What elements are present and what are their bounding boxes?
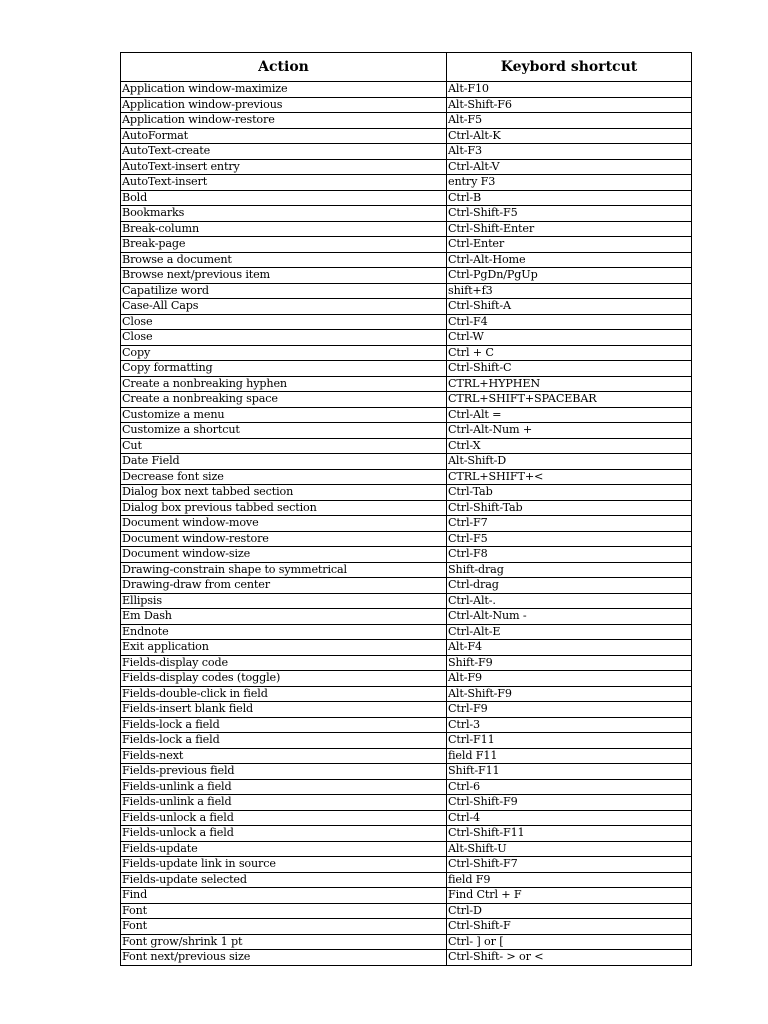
- action-cell: Dialog box next tabbed section: [121, 485, 447, 501]
- action-cell: Dialog box previous tabbed section: [121, 500, 447, 516]
- shortcut-cell: field F11: [447, 748, 692, 764]
- shortcut-cell: Ctrl-X: [447, 438, 692, 454]
- table-row: [121, 206, 692, 222]
- shortcut-cell: Alt-Shift-D: [447, 454, 692, 470]
- action-cell: Cut: [121, 438, 447, 454]
- table-row: [121, 97, 692, 113]
- shortcuts-table: [120, 52, 692, 966]
- table-row: [121, 299, 692, 315]
- header-shortcut: Keybord shortcut: [447, 53, 692, 82]
- table-row: [121, 841, 692, 857]
- action-cell: Bookmarks: [121, 206, 447, 222]
- table-row: [121, 221, 692, 237]
- action-cell: AutoText-insert entry: [121, 159, 447, 175]
- table-row: [121, 423, 692, 439]
- table-body: [121, 82, 692, 966]
- table-row: [121, 314, 692, 330]
- action-cell: Customize a menu: [121, 407, 447, 423]
- shortcut-cell: Ctrl + C: [447, 345, 692, 361]
- table-row: [121, 888, 692, 904]
- table-row: [121, 919, 692, 935]
- action-cell: Fields-unlink a field: [121, 795, 447, 811]
- shortcut-cell: Ctrl-3: [447, 717, 692, 733]
- table-row: [121, 128, 692, 144]
- shortcut-cell: Ctrl-6: [447, 779, 692, 795]
- shortcut-cell: Ctrl-Enter: [447, 237, 692, 253]
- action-cell: Browse next/previous item: [121, 268, 447, 284]
- action-cell: Create a nonbreaking hyphen: [121, 376, 447, 392]
- action-cell: Font: [121, 919, 447, 935]
- shortcut-cell: Ctrl-Shift-F5: [447, 206, 692, 222]
- action-cell: Fields-lock a field: [121, 733, 447, 749]
- shortcut-cell: Ctrl-Shift-F: [447, 919, 692, 935]
- shortcut-cell: Alt-F4: [447, 640, 692, 656]
- table-row: [121, 283, 692, 299]
- action-cell: Copy formatting: [121, 361, 447, 377]
- action-cell: Fields-update: [121, 841, 447, 857]
- shortcut-cell: Alt-Shift-F9: [447, 686, 692, 702]
- table-row: [121, 361, 692, 377]
- table-row: [121, 857, 692, 873]
- shortcut-cell: Shift-drag: [447, 562, 692, 578]
- shortcut-cell: Ctrl-F4: [447, 314, 692, 330]
- shortcut-cell: Ctrl-Alt =: [447, 407, 692, 423]
- shortcut-cell: Ctrl-drag: [447, 578, 692, 594]
- action-cell: Fields-next: [121, 748, 447, 764]
- shortcut-cell: Alt-F9: [447, 671, 692, 687]
- table-row: [121, 407, 692, 423]
- shortcut-cell: Alt-F10: [447, 82, 692, 98]
- action-cell: Fields-update selected: [121, 872, 447, 888]
- action-cell: AutoFormat: [121, 128, 447, 144]
- shortcut-cell: CTRL+SHIFT+SPACEBAR: [447, 392, 692, 408]
- action-cell: Fields-double-click in field: [121, 686, 447, 702]
- table-row: [121, 795, 692, 811]
- table-row: [121, 345, 692, 361]
- table-row: [121, 609, 692, 625]
- action-cell: AutoText-create: [121, 144, 447, 160]
- table-row: [121, 903, 692, 919]
- action-cell: Document window-move: [121, 516, 447, 532]
- table-row: [121, 671, 692, 687]
- table-row: [121, 469, 692, 485]
- action-cell: Fields-update link in source: [121, 857, 447, 873]
- shortcut-cell: Ctrl-Alt-Home: [447, 252, 692, 268]
- shortcut-cell: Ctrl-F11: [447, 733, 692, 749]
- action-cell: Decrease font size: [121, 469, 447, 485]
- table-row: [121, 950, 692, 966]
- table-row: [121, 376, 692, 392]
- action-cell: AutoText-insert: [121, 175, 447, 191]
- table-row: [121, 516, 692, 532]
- action-cell: Em Dash: [121, 609, 447, 625]
- action-cell: Capatilize word: [121, 283, 447, 299]
- shortcut-cell: Ctrl-Shift- > or <: [447, 950, 692, 966]
- action-cell: Case-All Caps: [121, 299, 447, 315]
- shortcut-cell: Ctrl-Alt-K: [447, 128, 692, 144]
- table-row: [121, 826, 692, 842]
- action-cell: Exit application: [121, 640, 447, 656]
- shortcut-cell: Alt-Shift-F6: [447, 97, 692, 113]
- action-cell: Bold: [121, 190, 447, 206]
- table-row: [121, 159, 692, 175]
- table-row: [121, 531, 692, 547]
- shortcut-cell: Find Ctrl + F: [447, 888, 692, 904]
- action-cell: Document window-size: [121, 547, 447, 563]
- table-row: [121, 485, 692, 501]
- table-row: [121, 748, 692, 764]
- shortcut-cell: Ctrl-Shift-C: [447, 361, 692, 377]
- table-row: [121, 268, 692, 284]
- shortcut-cell: Ctrl-Shift-F11: [447, 826, 692, 842]
- action-cell: Copy: [121, 345, 447, 361]
- table-row: [121, 82, 692, 98]
- table-row: [121, 454, 692, 470]
- action-cell: Fields-unlock a field: [121, 810, 447, 826]
- table-row: [121, 655, 692, 671]
- table-row: [121, 593, 692, 609]
- shortcut-cell: Ctrl-W: [447, 330, 692, 346]
- shortcut-cell: Ctrl-Alt-Num +: [447, 423, 692, 439]
- action-cell: Browse a document: [121, 252, 447, 268]
- table-row: [121, 934, 692, 950]
- shortcut-cell: shift+f3: [447, 283, 692, 299]
- table-row: [121, 578, 692, 594]
- shortcut-cell: Ctrl-B: [447, 190, 692, 206]
- table-row: [121, 190, 692, 206]
- shortcut-cell: Ctrl-Alt-Num -: [447, 609, 692, 625]
- table-row: [121, 500, 692, 516]
- action-cell: Font grow/shrink 1 pt: [121, 934, 447, 950]
- action-cell: Close: [121, 314, 447, 330]
- table-row: [121, 547, 692, 563]
- action-cell: Drawing-constrain shape to symmetrical: [121, 562, 447, 578]
- action-cell: Font: [121, 903, 447, 919]
- shortcut-cell: Alt-F5: [447, 113, 692, 129]
- table-row: [121, 872, 692, 888]
- table-row: [121, 733, 692, 749]
- table-row: [121, 438, 692, 454]
- table-row: [121, 764, 692, 780]
- table-row: [121, 562, 692, 578]
- table-row: [121, 810, 692, 826]
- shortcut-cell: field F9: [447, 872, 692, 888]
- action-cell: Fields-lock a field: [121, 717, 447, 733]
- shortcut-cell: Ctrl-F8: [447, 547, 692, 563]
- shortcut-cell: Ctrl-Shift-Tab: [447, 500, 692, 516]
- table-row: [121, 175, 692, 191]
- table-row: [121, 702, 692, 718]
- shortcut-cell: Ctrl-PgDn/PgUp: [447, 268, 692, 284]
- shortcut-cell: Ctrl-Shift-Enter: [447, 221, 692, 237]
- shortcut-cell: Ctrl-Alt-V: [447, 159, 692, 175]
- header-action: Action: [121, 53, 447, 82]
- table-row: [121, 779, 692, 795]
- table-row: [121, 113, 692, 129]
- table-header-row: [121, 53, 692, 82]
- shortcut-cell: Alt-Shift-U: [447, 841, 692, 857]
- action-cell: Drawing-draw from center: [121, 578, 447, 594]
- shortcut-cell: Ctrl-Shift-F9: [447, 795, 692, 811]
- action-cell: Ellipsis: [121, 593, 447, 609]
- action-cell: Application window-maximize: [121, 82, 447, 98]
- table-row: [121, 330, 692, 346]
- action-cell: Font next/previous size: [121, 950, 447, 966]
- action-cell: Customize a shortcut: [121, 423, 447, 439]
- action-cell: Fields-display codes (toggle): [121, 671, 447, 687]
- action-cell: Fields-previous field: [121, 764, 447, 780]
- shortcut-cell: Ctrl-Tab: [447, 485, 692, 501]
- shortcut-cell: Ctrl-Shift-F7: [447, 857, 692, 873]
- action-cell: Find: [121, 888, 447, 904]
- action-cell: Break-column: [121, 221, 447, 237]
- shortcut-cell: Ctrl-F7: [447, 516, 692, 532]
- shortcut-cell: Ctrl-Alt-.: [447, 593, 692, 609]
- action-cell: Application window-restore: [121, 113, 447, 129]
- shortcut-cell: Ctrl-F5: [447, 531, 692, 547]
- shortcut-cell: Shift-F11: [447, 764, 692, 780]
- shortcut-cell: CTRL+HYPHEN: [447, 376, 692, 392]
- shortcut-cell: Ctrl-Alt-E: [447, 624, 692, 640]
- action-cell: Fields-display code: [121, 655, 447, 671]
- shortcut-cell: Ctrl-Shift-A: [447, 299, 692, 315]
- shortcut-cell: Alt-F3: [447, 144, 692, 160]
- table-row: [121, 392, 692, 408]
- table-row: [121, 686, 692, 702]
- table-row: [121, 717, 692, 733]
- shortcut-cell: Ctrl-4: [447, 810, 692, 826]
- action-cell: Break-page: [121, 237, 447, 253]
- table-row: [121, 252, 692, 268]
- table-row: [121, 237, 692, 253]
- table-row: [121, 624, 692, 640]
- shortcut-cell: Ctrl-D: [447, 903, 692, 919]
- shortcut-cell: Ctrl-F9: [447, 702, 692, 718]
- action-cell: Create a nonbreaking space: [121, 392, 447, 408]
- table-row: [121, 640, 692, 656]
- action-cell: Application window-previous: [121, 97, 447, 113]
- shortcut-cell: Shift-F9: [447, 655, 692, 671]
- shortcut-cell: Ctrl- ] or [: [447, 934, 692, 950]
- shortcut-cell: entry F3: [447, 175, 692, 191]
- action-cell: Date Field: [121, 454, 447, 470]
- action-cell: Fields-unlink a field: [121, 779, 447, 795]
- document-page: [120, 52, 691, 966]
- table-row: [121, 144, 692, 160]
- shortcut-cell: CTRL+SHIFT+<: [447, 469, 692, 485]
- action-cell: Document window-restore: [121, 531, 447, 547]
- action-cell: Fields-insert blank field: [121, 702, 447, 718]
- action-cell: Fields-unlock a field: [121, 826, 447, 842]
- action-cell: Endnote: [121, 624, 447, 640]
- action-cell: Close: [121, 330, 447, 346]
